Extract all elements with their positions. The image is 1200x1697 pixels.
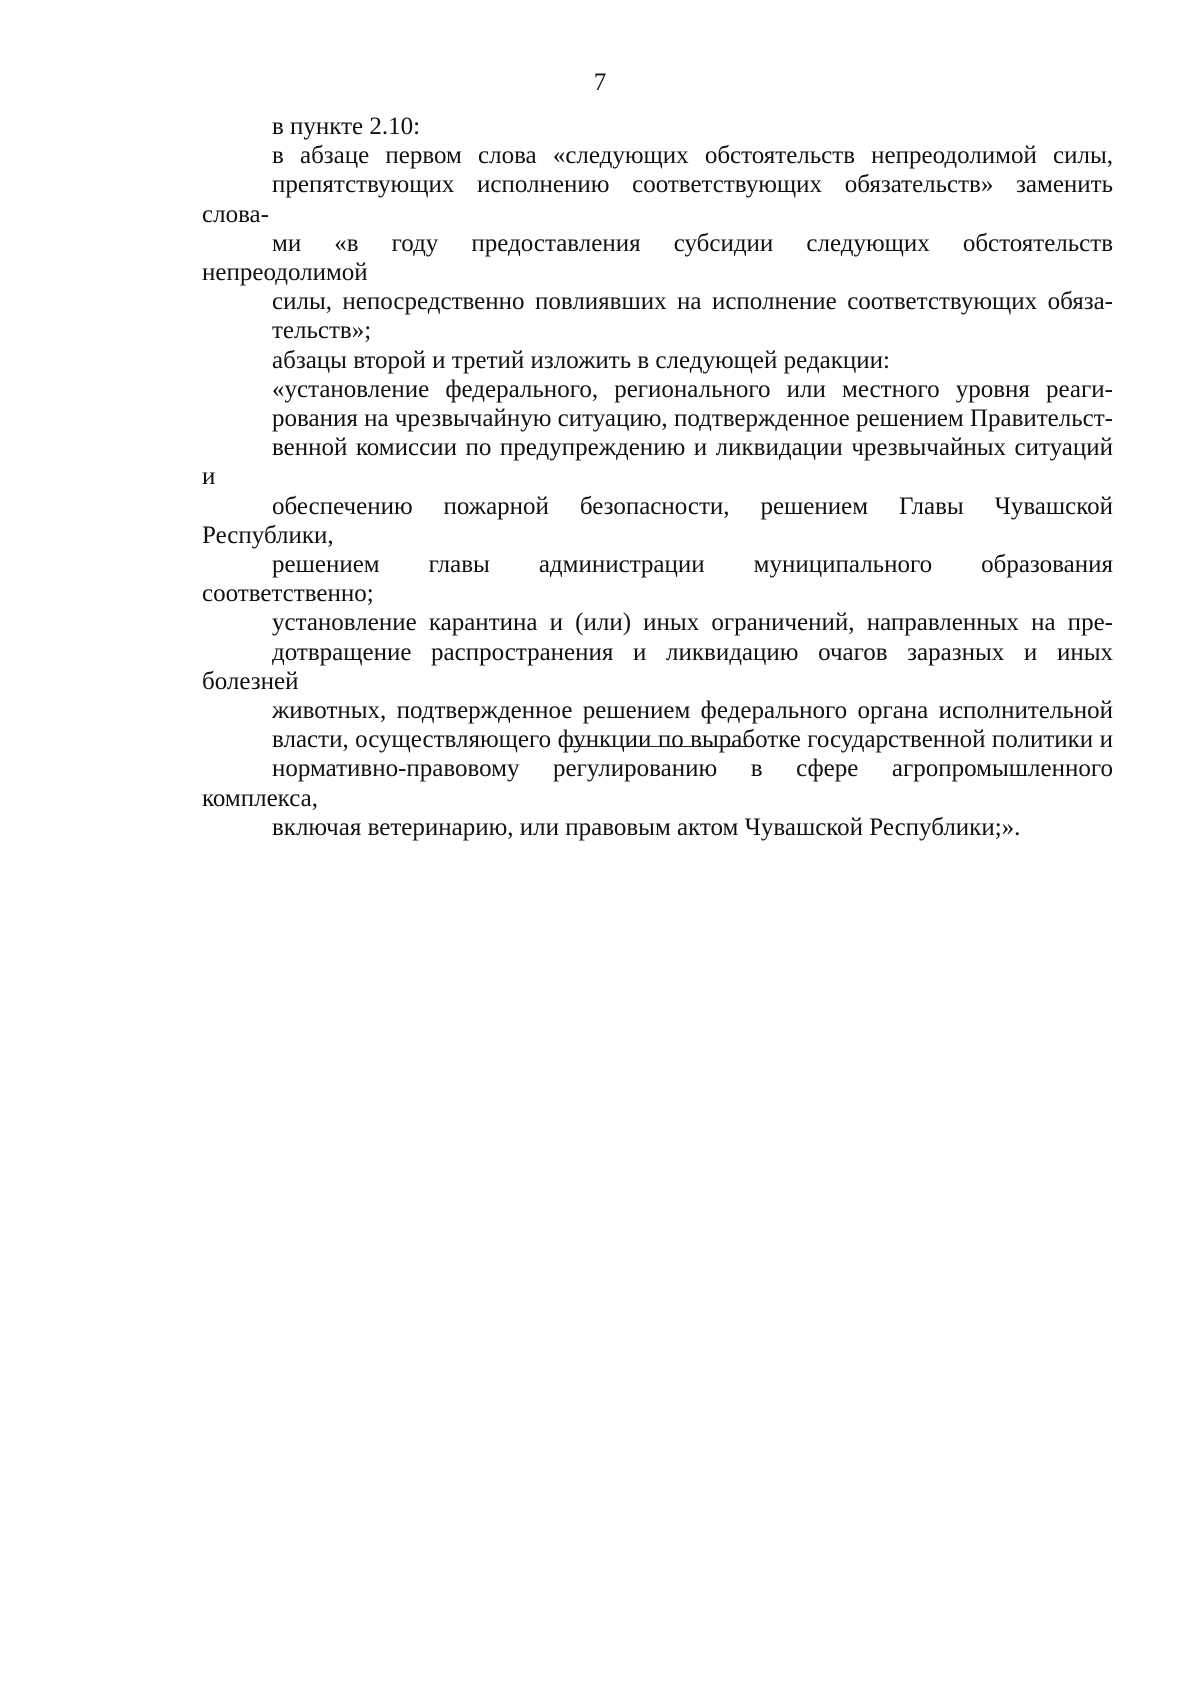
text-line: в абзаце первом слова «следующих обстоятельств непреодолимой силы, [272,142,1113,170]
text-line: животных, подтвержденное решением федерального органа исполнительной [272,697,1113,725]
paragraph-clause-2-10 [202,112,1113,141]
end-of-document-rule [570,746,752,747]
paragraph-emergency-level [202,375,1113,609]
text-line: силы, непосредственно повлиявших на исполнение соответствующих обяза- [272,288,1113,316]
text-line: власти, осуществляющего функции по выработке государственной политики и [272,726,1113,754]
text-line: включая ветеринарию, или правовым актом Чувашской Республики;». [272,813,1021,841]
text-line: установление карантина и (или) иных ограничений, направленных на пре- [272,609,1113,637]
text-line: абзацы второй и третий изложить в следующей редакции: [272,346,890,374]
paragraph-first-abzac-amendment [202,141,1113,345]
text-line: обеспечению пожарной безопасности, решением Главы Чувашской Республики, [202,492,1113,549]
text-line: дотвращение распространения и ликвидацию очагов заразных и иных болезней [202,638,1113,695]
paragraph-quarantine [202,608,1113,842]
text-line: решением главы администрации муниципального образования соответственно; [202,551,1113,608]
text-line: рования на чрезвычайную ситуацию, подтвержденное решением Правительст- [272,405,1113,433]
paragraph-second-third-abzac [202,346,1113,375]
text-line: нормативно-правовому регулированию в сфере агропромышленного комплекса, [202,755,1113,812]
text-line: в пункте 2.10: [272,113,421,140]
page-number: 7 [593,69,607,96]
document-body [202,112,1113,842]
text-line: «установление федерального, регионального или местного уровня реаги- [272,375,1113,403]
text-line: препятствующих исполнению соответствующих обязательств» заменить слова- [202,171,1113,228]
text-line: тельств»; [272,317,372,345]
text-line: ми «в году предоставления субсидии следующих обстоятельств непреодолимой [202,229,1113,287]
text-line: венной комиссии по предупреждению и ликвидации чрезвычайных ситуаций и [202,434,1113,491]
